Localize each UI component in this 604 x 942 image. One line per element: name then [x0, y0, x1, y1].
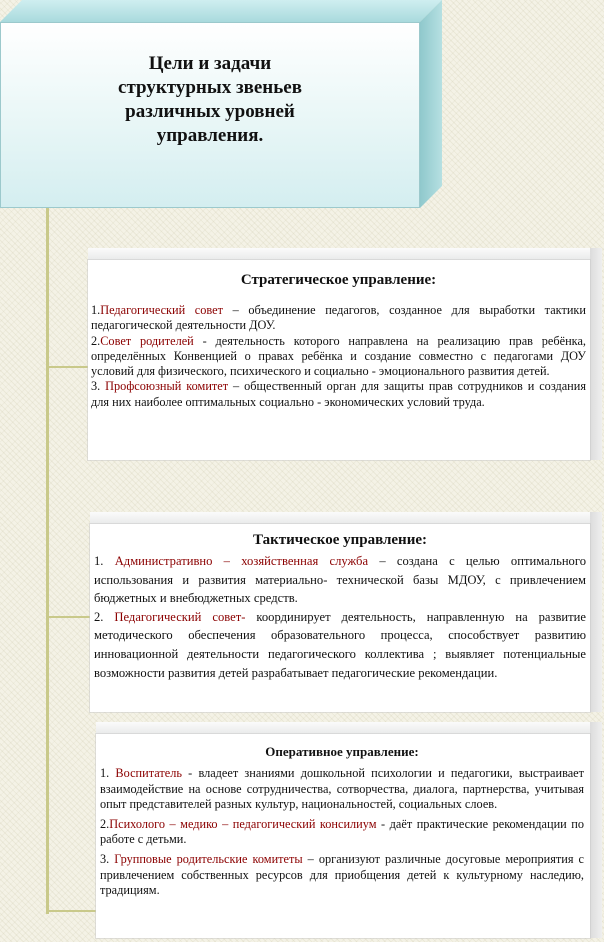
panel-side-face	[590, 512, 602, 712]
item-highlight: Педагогический совет-	[114, 609, 246, 624]
connector-operational	[46, 910, 98, 912]
title-box	[0, 0, 442, 208]
item-text: - владеет знаниями дошкольной психологии и педагогики, выстраивает взаимодействие на основе сотрудничества, сотворчества, диалога, партнерства, учитывая опыт представителей разных культур, национальностей, социальных слоев.	[100, 766, 584, 812]
title-box-side-face	[420, 0, 442, 208]
panel-top-face	[96, 722, 602, 734]
panel-side-face	[590, 248, 602, 460]
item-text: – общественный орган для защиты прав сотрудников и создания для них наиболее оптимальных социально - экономических условий труда.	[91, 379, 586, 409]
item-highlight: Психолого – медико – педагогический консилиум	[109, 816, 377, 831]
strategic-title: Стратегическое управление:	[240, 272, 437, 288]
strategic-item-1	[91, 303, 586, 334]
item-text: - даёт практические рекомендации по работе с детьми.	[100, 816, 584, 847]
operational-title: Оперативное управление:	[265, 744, 419, 759]
tactical-panel	[90, 512, 602, 712]
panel-top-face	[90, 512, 602, 524]
diagram-title: Цели и задачи структурных звеньев различных уровней управления.	[118, 53, 302, 146]
operational-panel	[96, 722, 602, 938]
operational-item-2	[100, 817, 584, 848]
title-box-front-face	[0, 22, 420, 208]
item-number: 1.	[94, 554, 115, 568]
operational-item-3	[100, 852, 584, 899]
connector-tactical	[46, 616, 94, 618]
connector-vertical-line	[46, 206, 49, 914]
strategic-item-2	[91, 334, 586, 380]
item-number: 2.	[100, 816, 110, 831]
item-text: – создана с целью оптимального использования и развития материально- технической базы МДОУ, с привлечением бюджетных и внебюджетных средств.	[94, 554, 587, 606]
item-number: 2.	[91, 333, 101, 348]
strategic-panel	[88, 248, 602, 460]
strategic-item-3	[91, 379, 586, 410]
item-highlight: Административно – хозяйственная служба	[114, 554, 369, 568]
panel-top-face	[88, 248, 602, 260]
operational-panel-body	[96, 734, 590, 938]
item-number: 1.	[100, 766, 116, 780]
item-text: – объединение педагогов, созданное для выработки тактики педагогической деятельности ДОУ.	[91, 303, 586, 333]
tactical-panel-body	[90, 524, 590, 712]
operational-item-1	[100, 766, 584, 813]
tactical-title: Тактическое управление:	[253, 532, 427, 548]
item-highlight: Совет родителей	[100, 333, 194, 348]
item-number: 3.	[100, 851, 115, 866]
strategic-panel-body	[88, 260, 590, 460]
item-number: 1.	[91, 303, 101, 317]
item-highlight: Групповые родительские комитеты	[114, 851, 303, 866]
connector-strategic	[46, 366, 92, 368]
item-number: 2.	[94, 609, 115, 624]
item-highlight: Воспитатель	[115, 766, 182, 780]
tactical-item-2	[94, 608, 586, 682]
item-text: координирует деятельность, направленную на развитие методического обеспечения образовательного процесса, способствует развитию инновационной деятельности педагогического коллектива ; выявляет потенциальные возможности развития детей разрабатывает педагогические рекомендации.	[94, 609, 586, 680]
title-box-top-face	[0, 0, 442, 22]
item-text: – организуют различные досуговые мероприятия с привлечением собственных ресурсов для приобщения детей к культурному наследию, традициям.	[100, 851, 585, 898]
item-text: - деятельность которого направлена на реализацию прав ребёнка, определённых Конвенцией о правах ребёнка и создание совместно с педагогами ДОУ условий для физического, психического и социально - эмоционального развития детей.	[91, 333, 586, 379]
panel-side-face	[590, 722, 602, 938]
item-number: 3.	[91, 379, 106, 394]
item-highlight: Профсоюзный комитет	[105, 379, 229, 394]
item-highlight: Педагогический совет	[100, 303, 223, 317]
tactical-item-1	[94, 552, 586, 608]
